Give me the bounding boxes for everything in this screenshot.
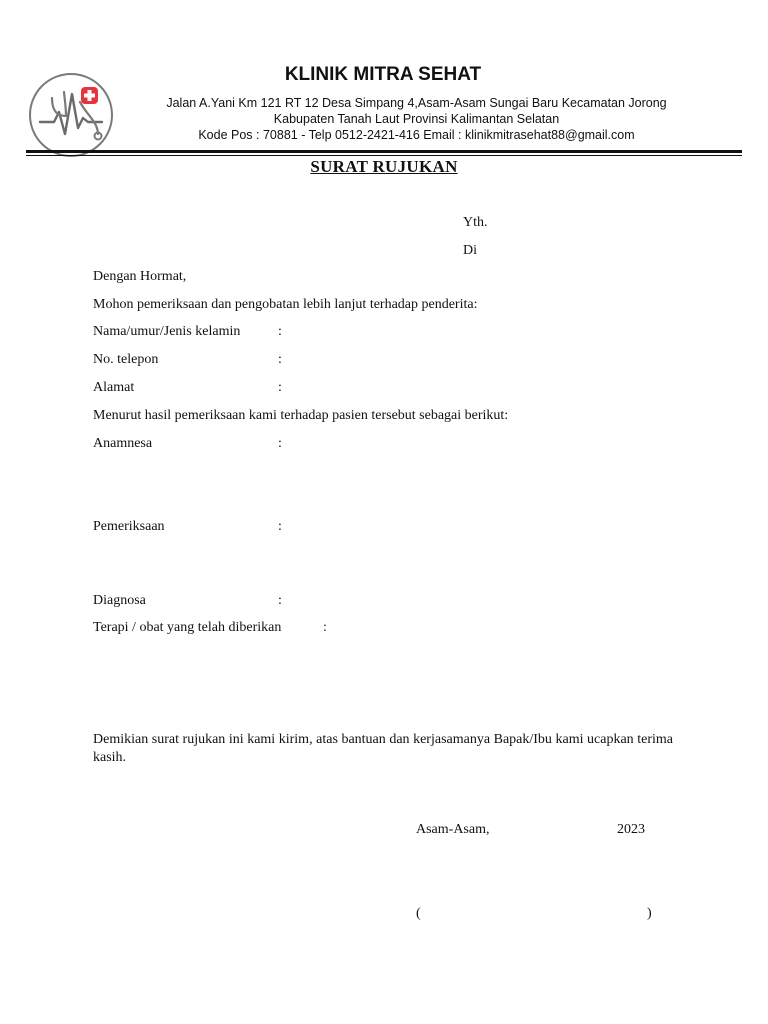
field-label-diagnosis: Diagnosa (93, 593, 146, 608)
recipient-yth: Yth. (463, 215, 488, 230)
field-label-address: Alamat (93, 380, 135, 395)
header-divider-thin (26, 155, 742, 156)
signature-place: Asam-Asam, (416, 822, 490, 837)
field-colon: : (278, 519, 282, 534)
closing-paragraph: Demikian surat rujukan ini kami kirim, atas bantuan dan kerjasamanya Bapak/Ibu kami ucapkan terima kasih. (93, 732, 673, 765)
clinic-contact-line: Kode Pos : 70881 - Telp 0512-2421-416 Email : klinikmitrasehat88@gmail.com (198, 128, 635, 142)
field-label-therapy: Terapi / obat yang telah diberikan (93, 620, 282, 635)
signature-year: 2023 (617, 822, 645, 837)
field-colon: : (278, 593, 282, 608)
clinic-logo-icon (28, 72, 114, 158)
exam-intro: Menurut hasil pemeriksaan kami terhadap pasien tersebut sebagai berikut: (93, 408, 509, 423)
field-colon: : (278, 324, 282, 339)
document-title: SURAT RUJUKAN (310, 157, 458, 176)
header-divider-thick (26, 150, 742, 153)
clinic-address-line-1: Jalan A.Yani Km 121 RT 12 Desa Simpang 4,Asam-Asam Sungai Baru Kecamatan Jorong (166, 96, 667, 110)
request-text: Mohon pemeriksaan dan pengobatan lebih lanjut terhadap penderita: (93, 297, 478, 312)
field-colon: : (278, 436, 282, 451)
signature-bracket-open: ( (416, 906, 421, 921)
recipient-di: Di (463, 243, 477, 258)
field-colon: : (323, 620, 327, 635)
clinic-address-line-2: Kabupaten Tanah Laut Provinsi Kalimantan Selatan (273, 112, 560, 126)
greeting: Dengan Hormat, (93, 269, 187, 284)
field-colon: : (278, 352, 282, 367)
clinic-name: KLINIK MITRA SEHAT (284, 64, 482, 85)
field-label-phone: No. telepon (93, 352, 159, 367)
field-label-anamnesis: Anamnesa (93, 436, 153, 451)
field-label-name-age-sex: Nama/umur/Jenis kelamin (93, 324, 241, 339)
field-label-examination: Pemeriksaan (93, 519, 165, 534)
signature-bracket-close: ) (647, 906, 652, 921)
field-colon: : (278, 380, 282, 395)
